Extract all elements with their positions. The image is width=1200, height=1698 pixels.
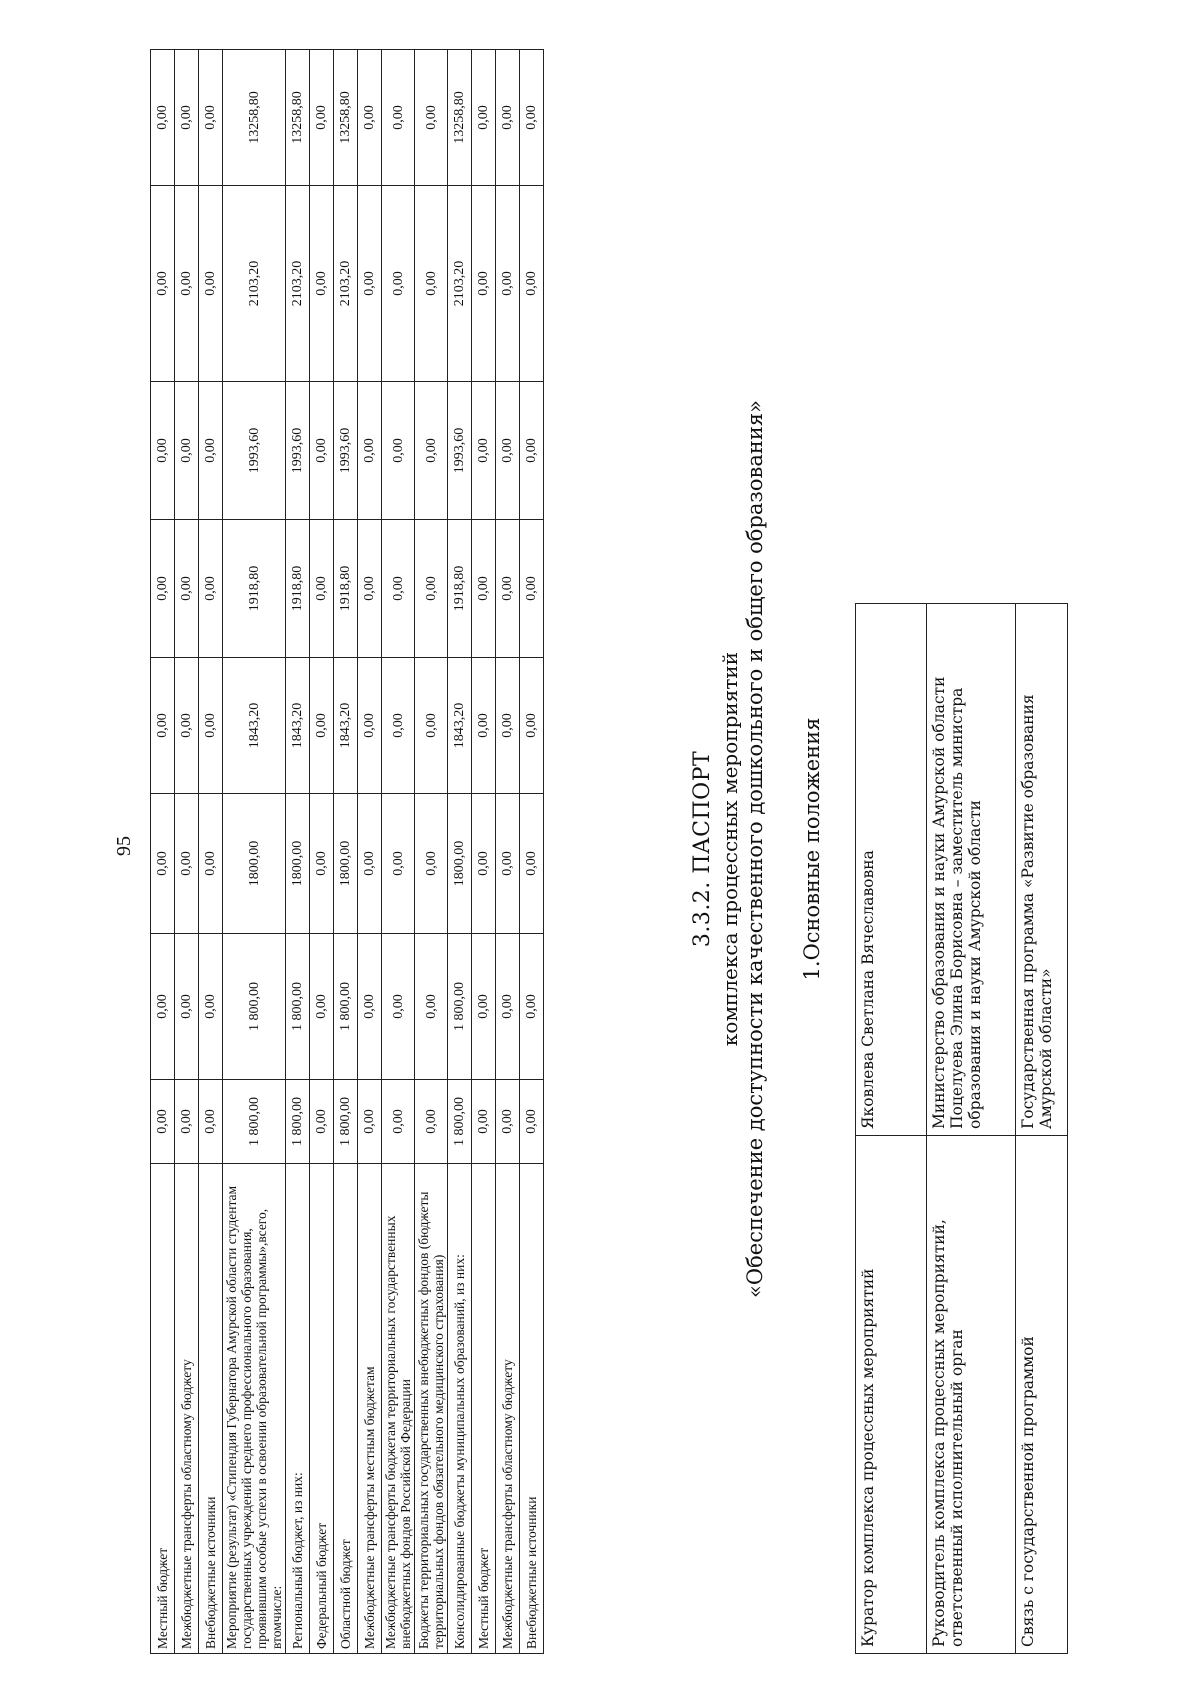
table-cell: 1918,80 — [334, 520, 358, 658]
table-cell: 0,00 — [175, 186, 199, 382]
table-cell: 1843,20 — [334, 658, 358, 794]
table-cell: 1993,60 — [286, 382, 310, 520]
table-cell: 1800,00 — [223, 794, 286, 934]
table-cell: 0,00 — [382, 186, 415, 382]
passport-subtitle: комплекса процессных мероприятий — [718, 651, 742, 1047]
table-cell: 1 800,00 — [286, 934, 310, 1080]
table-cell: 0,00 — [520, 658, 544, 794]
table-cell: 0,00 — [199, 1080, 223, 1164]
table-row — [856, 604, 927, 1654]
table-cell: 0,00 — [496, 1080, 520, 1164]
table-cell: 0,00 — [358, 794, 382, 934]
table-cell: 1 800,00 — [223, 1080, 286, 1164]
table-cell: 2103,20 — [334, 186, 358, 382]
table-cell: 0,00 — [310, 1080, 334, 1164]
table-cell: 0,00 — [199, 186, 223, 382]
row-label: Межбюджетные трансферты областному бюджету — [175, 1164, 199, 1654]
table-cell: 0,00 — [151, 794, 175, 934]
table-cell: 0,00 — [415, 658, 448, 794]
passport-value: Государственная программа «Развитие образования Амурской области» — [1016, 604, 1068, 1136]
table-cell: 13258,80 — [448, 50, 472, 186]
table-cell: 0,00 — [175, 658, 199, 794]
table-cell: 1843,20 — [286, 658, 310, 794]
table-row — [358, 50, 382, 1654]
table-cell: 0,00 — [382, 1080, 415, 1164]
table-cell: 1843,20 — [223, 658, 286, 794]
table-cell: 0,00 — [358, 934, 382, 1080]
table-cell: 0,00 — [496, 794, 520, 934]
table-cell: 0,00 — [151, 1080, 175, 1164]
row-label: Межбюджетные трансферты бюджетам территориальных государственных внебюджетных фондов Российской Федерации — [382, 1164, 415, 1654]
passport-title: 3.3.2. ПАСПОРТ — [690, 750, 715, 948]
table-cell: 0,00 — [496, 382, 520, 520]
table-cell: 0,00 — [382, 50, 415, 186]
table-cell: 0,00 — [472, 50, 496, 186]
table-cell: 0,00 — [175, 50, 199, 186]
table-cell: 0,00 — [520, 1080, 544, 1164]
row-label: Консолидированные бюджеты муниципальных образований, из них: — [448, 1164, 472, 1654]
table-cell: 0,00 — [415, 794, 448, 934]
passport-label: Связь с государственной программой — [1016, 1136, 1068, 1654]
table-row — [927, 604, 1016, 1654]
row-label: Мероприятие (результат) «Стипендия Губернатора Амурской области студентам государственных учреждений среднего профессионального образования, проявившим особые успехи в освоении образовательной программы»,всего, втомчисле: — [223, 1164, 286, 1654]
row-label: Межбюджетные трансферты местным бюджетам — [358, 1164, 382, 1654]
table-cell: 1 800,00 — [334, 934, 358, 1080]
passport-value: Яковлева Светлана Вячеславовна — [856, 604, 927, 1136]
table-row — [382, 50, 415, 1654]
table-row — [472, 50, 496, 1654]
table-cell: 0,00 — [310, 50, 334, 186]
table-cell: 0,00 — [472, 520, 496, 658]
table-row — [415, 50, 448, 1654]
table-cell: 0,00 — [175, 1080, 199, 1164]
budget-table — [150, 49, 544, 1654]
table-row — [520, 50, 544, 1654]
table-cell: 0,00 — [415, 186, 448, 382]
row-label: Местный бюджет — [472, 1164, 496, 1654]
passport-value: Министерство образования и науки Амурской области Поцелуева Элина Борисовна – заместитель министра образования и науки Амурской области — [927, 604, 1016, 1136]
passport-table — [855, 603, 1068, 1654]
table-row — [496, 50, 520, 1654]
table-row — [151, 50, 175, 1654]
table-cell: 0,00 — [358, 1080, 382, 1164]
table-cell: 0,00 — [310, 186, 334, 382]
table-cell: 0,00 — [472, 794, 496, 934]
table-row — [175, 50, 199, 1654]
row-label: Внебюджетные источники — [199, 1164, 223, 1654]
row-label: Региональный бюджет, из них: — [286, 1164, 310, 1654]
table-cell: 1 800,00 — [448, 1080, 472, 1164]
table-cell: 1993,60 — [223, 382, 286, 520]
table-cell: 0,00 — [151, 934, 175, 1080]
table-cell: 0,00 — [382, 658, 415, 794]
table-cell: 0,00 — [382, 934, 415, 1080]
table-cell: 0,00 — [310, 520, 334, 658]
table-cell: 0,00 — [496, 520, 520, 658]
table-cell: 0,00 — [151, 382, 175, 520]
table-cell: 1918,80 — [223, 520, 286, 658]
table-cell: 0,00 — [199, 934, 223, 1080]
table-cell: 0,00 — [358, 382, 382, 520]
table-cell: 2103,20 — [223, 186, 286, 382]
table-cell: 1918,80 — [448, 520, 472, 658]
table-cell: 0,00 — [151, 50, 175, 186]
table-cell: 0,00 — [382, 382, 415, 520]
table-cell: 13258,80 — [286, 50, 310, 186]
table-row — [310, 50, 334, 1654]
table-cell: 0,00 — [151, 658, 175, 794]
table-cell: 0,00 — [358, 186, 382, 382]
table-cell: 0,00 — [472, 934, 496, 1080]
table-cell: 1993,60 — [334, 382, 358, 520]
section-heading: 1.Основные положения — [800, 717, 824, 981]
table-row — [223, 50, 286, 1654]
table-cell: 0,00 — [520, 50, 544, 186]
table-cell: 1843,20 — [448, 658, 472, 794]
table-cell: 0,00 — [358, 658, 382, 794]
table-row — [334, 50, 358, 1654]
table-cell: 0,00 — [175, 934, 199, 1080]
table-cell: 1 800,00 — [223, 934, 286, 1080]
row-label: Местный бюджет — [151, 1164, 175, 1654]
row-label: Бюджеты территориальных государственных внебюджетных фондов (бюджеты территориальных фондов обязательного медицинского страхования) — [415, 1164, 448, 1654]
row-label: Областной бюджет — [334, 1164, 358, 1654]
passport-label: Руководитель комплекса процессных мероприятий, ответственный исполнительный орган — [927, 1136, 1016, 1654]
table-cell: 0,00 — [199, 794, 223, 934]
table-cell: 0,00 — [310, 934, 334, 1080]
page-number: 95 — [113, 836, 135, 856]
table-cell: 0,00 — [151, 186, 175, 382]
table-cell: 0,00 — [175, 794, 199, 934]
table-cell: 0,00 — [520, 186, 544, 382]
table-cell: 1 800,00 — [334, 1080, 358, 1164]
table-cell: 1800,00 — [334, 794, 358, 934]
row-label: Внебюджетные источники — [520, 1164, 544, 1654]
table-cell: 1 800,00 — [286, 1080, 310, 1164]
row-label: Федеральный бюджет — [310, 1164, 334, 1654]
table-cell: 0,00 — [520, 794, 544, 934]
table-cell: 0,00 — [415, 934, 448, 1080]
table-cell: 0,00 — [310, 794, 334, 934]
table-cell: 13258,80 — [334, 50, 358, 186]
table-cell: 0,00 — [175, 382, 199, 520]
table-cell: 0,00 — [472, 658, 496, 794]
table-row — [1016, 604, 1068, 1654]
table-cell: 1918,80 — [286, 520, 310, 658]
table-row — [286, 50, 310, 1654]
table-cell: 0,00 — [496, 934, 520, 1080]
table-cell: 0,00 — [496, 186, 520, 382]
table-cell: 0,00 — [472, 186, 496, 382]
table-cell: 0,00 — [151, 520, 175, 658]
table-cell: 0,00 — [199, 658, 223, 794]
table-cell: 0,00 — [415, 1080, 448, 1164]
table-cell: 1 800,00 — [448, 934, 472, 1080]
table-cell: 0,00 — [382, 794, 415, 934]
table-cell: 0,00 — [358, 520, 382, 658]
table-cell: 13258,80 — [223, 50, 286, 186]
table-cell: 0,00 — [520, 934, 544, 1080]
table-cell: 0,00 — [310, 382, 334, 520]
table-cell: 0,00 — [199, 520, 223, 658]
table-cell: 0,00 — [415, 382, 448, 520]
table-cell: 0,00 — [175, 520, 199, 658]
table-cell: 0,00 — [520, 520, 544, 658]
table-cell: 0,00 — [358, 50, 382, 186]
table-cell: 0,00 — [382, 520, 415, 658]
table-cell: 0,00 — [415, 520, 448, 658]
table-row — [448, 50, 472, 1654]
row-label: Межбюджетные трансферты областному бюджету — [496, 1164, 520, 1654]
table-cell: 1800,00 — [448, 794, 472, 934]
table-cell: 1800,00 — [286, 794, 310, 934]
table-cell: 0,00 — [496, 50, 520, 186]
table-row — [199, 50, 223, 1654]
table-cell: 2103,20 — [448, 186, 472, 382]
table-cell: 0,00 — [496, 658, 520, 794]
passport-label: Куратор комплекса процессных мероприятий — [856, 1136, 927, 1654]
table-cell: 0,00 — [199, 382, 223, 520]
table-cell: 0,00 — [310, 658, 334, 794]
table-cell: 0,00 — [199, 50, 223, 186]
table-cell: 0,00 — [520, 382, 544, 520]
table-cell: 0,00 — [472, 382, 496, 520]
table-cell: 2103,20 — [286, 186, 310, 382]
table-cell: 0,00 — [415, 50, 448, 186]
table-cell: 0,00 — [472, 1080, 496, 1164]
passport-name: «Обеспечение доступности качественного дошкольного и общего образования» — [743, 400, 767, 1298]
table-cell: 1993,60 — [448, 382, 472, 520]
